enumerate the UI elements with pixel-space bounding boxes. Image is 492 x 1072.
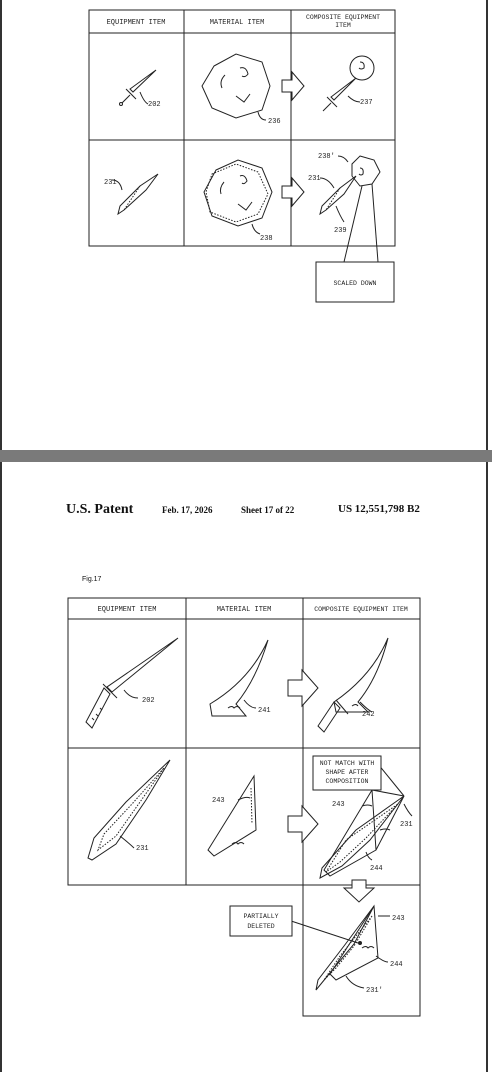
top-header-composite-2: ITEM bbox=[335, 22, 351, 29]
ref-231-d: 231 bbox=[400, 821, 413, 829]
composite-242 bbox=[318, 638, 388, 732]
composite-arrow-3 bbox=[288, 670, 318, 706]
callout-deleted-leader bbox=[282, 918, 358, 943]
ref-231-b: 231 bbox=[308, 175, 321, 183]
ref-243-a: 243 bbox=[212, 797, 225, 805]
figure-label: Fig.17 bbox=[82, 576, 102, 583]
sword-202-large bbox=[86, 638, 178, 728]
ref-237: 237 bbox=[360, 99, 373, 107]
ref-202-b: 202 bbox=[142, 697, 155, 705]
ref-238: 238 bbox=[260, 235, 273, 243]
top-header-composite-1: COMPOSITE EQUIPMENT bbox=[305, 14, 381, 21]
ref-231-c: 231 bbox=[136, 845, 149, 853]
callout-deleted-box bbox=[230, 906, 292, 936]
sword-231 bbox=[112, 174, 158, 214]
ref-242: 242 bbox=[362, 711, 375, 719]
callout-not-match-line-2: SHAPE AFTER bbox=[325, 769, 369, 776]
material-238 bbox=[204, 160, 272, 234]
deleted-marker-dot bbox=[358, 941, 362, 945]
material-241 bbox=[210, 640, 268, 716]
top-figure-table bbox=[89, 10, 395, 246]
ref-236: 236 bbox=[268, 118, 281, 126]
sword-231-large bbox=[88, 760, 170, 860]
ref-244-b: 244 bbox=[390, 961, 403, 969]
ref-244-a: 244 bbox=[370, 865, 383, 873]
patent-title: U.S. Patent bbox=[66, 502, 134, 517]
ref-239: 239 bbox=[334, 227, 347, 235]
ref-243-b: 243 bbox=[332, 801, 345, 809]
composite-arrow-1 bbox=[282, 72, 304, 100]
ref-238-prime: 238' bbox=[318, 153, 335, 161]
ref-241: 241 bbox=[258, 707, 271, 715]
ref-231-a: 231 bbox=[104, 179, 117, 187]
bottom-figure-table bbox=[68, 598, 420, 1016]
top-header-material: MATERIAL ITEM bbox=[209, 19, 265, 27]
callout-not-match-line-1: NOT MATCH WITH bbox=[319, 760, 375, 767]
ref-243-c: 243 bbox=[392, 915, 405, 923]
bottom-header-material: MATERIAL ITEM bbox=[216, 606, 272, 614]
composite-arrow-down bbox=[344, 880, 374, 902]
callout-deleted-line-2: DELETED bbox=[247, 923, 275, 930]
patent-number: US 12,551,798 B2 bbox=[338, 503, 420, 515]
bottom-header-composite: COMPOSITE EQUIPMENT ITEM bbox=[314, 606, 408, 613]
callout-deleted-line-1: PARTIALLY bbox=[243, 913, 279, 920]
material-243 bbox=[208, 776, 256, 856]
top-header-equipment: EQUIPMENT ITEM bbox=[106, 19, 166, 27]
bottom-header-equipment: EQUIPMENT ITEM bbox=[97, 606, 157, 614]
composite-arrow-4 bbox=[288, 806, 318, 842]
callout-not-match-line-3: COMPOSITION bbox=[325, 778, 369, 785]
composite-231-prime bbox=[316, 906, 390, 990]
callout-scaled-down-text: SCALED DOWN bbox=[333, 280, 377, 287]
material-236 bbox=[202, 54, 270, 120]
ref-231-prime: 231' bbox=[366, 987, 383, 995]
composite-arrow-2 bbox=[282, 178, 304, 206]
patent-date: Feb. 17, 2026 bbox=[162, 505, 213, 515]
patent-sheet: Sheet 17 of 22 bbox=[241, 505, 295, 515]
ref-202: 202 bbox=[148, 101, 161, 109]
